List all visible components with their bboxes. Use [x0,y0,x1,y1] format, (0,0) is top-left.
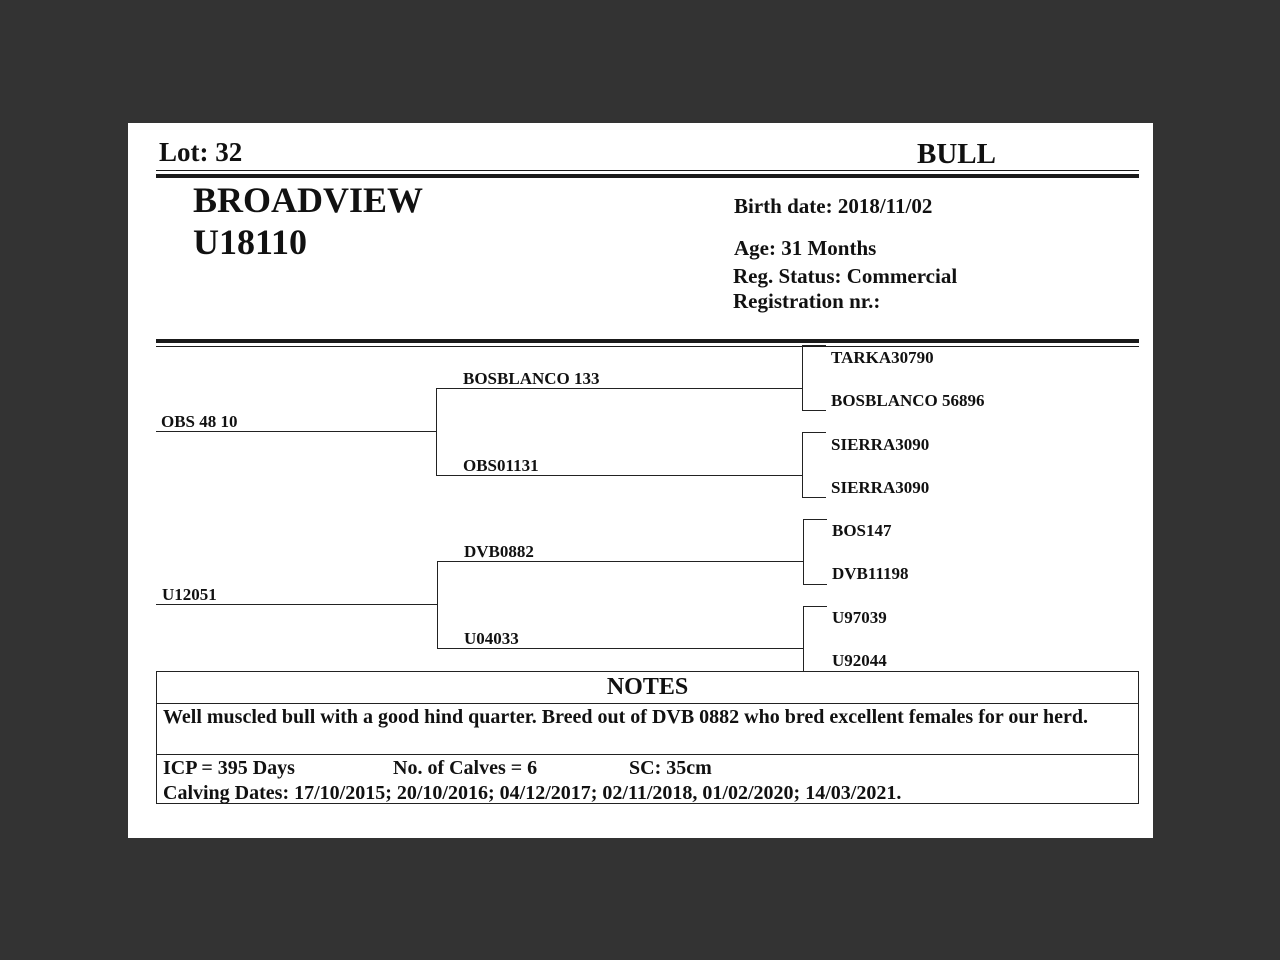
pedigree-sire-sire: BOSBLANCO 133 [463,369,600,388]
bracket-3-bottom [803,584,827,585]
pedigree-sire: OBS 48 10 [161,412,238,431]
pedigree-sire-dam: OBS01131 [463,456,539,475]
bracket-4 [803,606,804,671]
pedigree-rule-thin [156,346,1139,347]
age: Age: 31 Months [734,236,877,260]
lot-card [128,123,1153,838]
notes-heading: NOTES [157,672,1138,704]
lot-number: Lot: 32 [159,137,243,167]
bracket-2-top [802,432,826,433]
sc-value: SC: 35cm [629,757,712,779]
pedigree-gen3-6: DVB11198 [832,564,909,583]
pedigree-gen3-2: BOSBLANCO 56896 [831,391,985,410]
bracket-1-bottom [802,410,826,411]
sire-line [156,431,436,432]
bracket-2 [802,432,803,497]
pedigree-dam-dam: U04033 [464,629,519,648]
dam-dam-line [437,648,803,649]
pedigree-gen3-1: TARKA30790 [831,348,934,367]
header-rule-thick [156,174,1139,178]
animal-id: U18110 [193,222,308,262]
animal-name: BROADVIEW [193,180,424,220]
sire-sire-line [436,388,802,389]
pedigree-rule-thick [156,339,1139,343]
bracket-1 [802,345,803,410]
pedigree-gen3-5: BOS147 [832,521,892,540]
icp-value: ICP = 395 Days [163,757,295,779]
pedigree-gen3-4: SIERRA3090 [831,478,930,497]
registration-nr: Registration nr.: [733,289,881,313]
pedigree-dam-sire: DVB0882 [464,542,534,561]
sire-bracket [436,388,437,475]
dam-sire-line [437,561,803,562]
reg-status: Reg. Status: Commercial [733,264,958,288]
pedigree-gen3-3: SIERRA3090 [831,435,930,454]
notes-section [156,671,1139,804]
notes-divider [157,754,1138,755]
pedigree-gen3-8: U92044 [832,651,887,670]
animal-sex: BULL [917,138,996,170]
notes-text: Well muscled bull with a good hind quarter. Breed out of DVB 0882 who bred excellent females for our herd. [163,706,1089,728]
bracket-1-top [802,345,826,346]
bracket-2-bottom [802,497,826,498]
bracket-4-top [803,606,827,607]
calving-dates: Calving Dates: 17/10/2015; 20/10/2016; 04/12/2017; 02/11/2018, 01/02/2020; 14/03/2021. [163,782,902,804]
bracket-3 [803,519,804,584]
birth-date: Birth date: 2018/11/02 [734,194,933,218]
sire-dam-line [436,475,802,476]
pedigree-dam: U12051 [162,585,217,604]
dam-bracket [437,561,438,649]
calves-count: No. of Calves = 6 [393,757,538,779]
bracket-3-top [803,519,827,520]
header-rule-thin [156,170,1139,171]
dam-line [156,604,437,605]
pedigree-gen3-7: U97039 [832,608,887,627]
